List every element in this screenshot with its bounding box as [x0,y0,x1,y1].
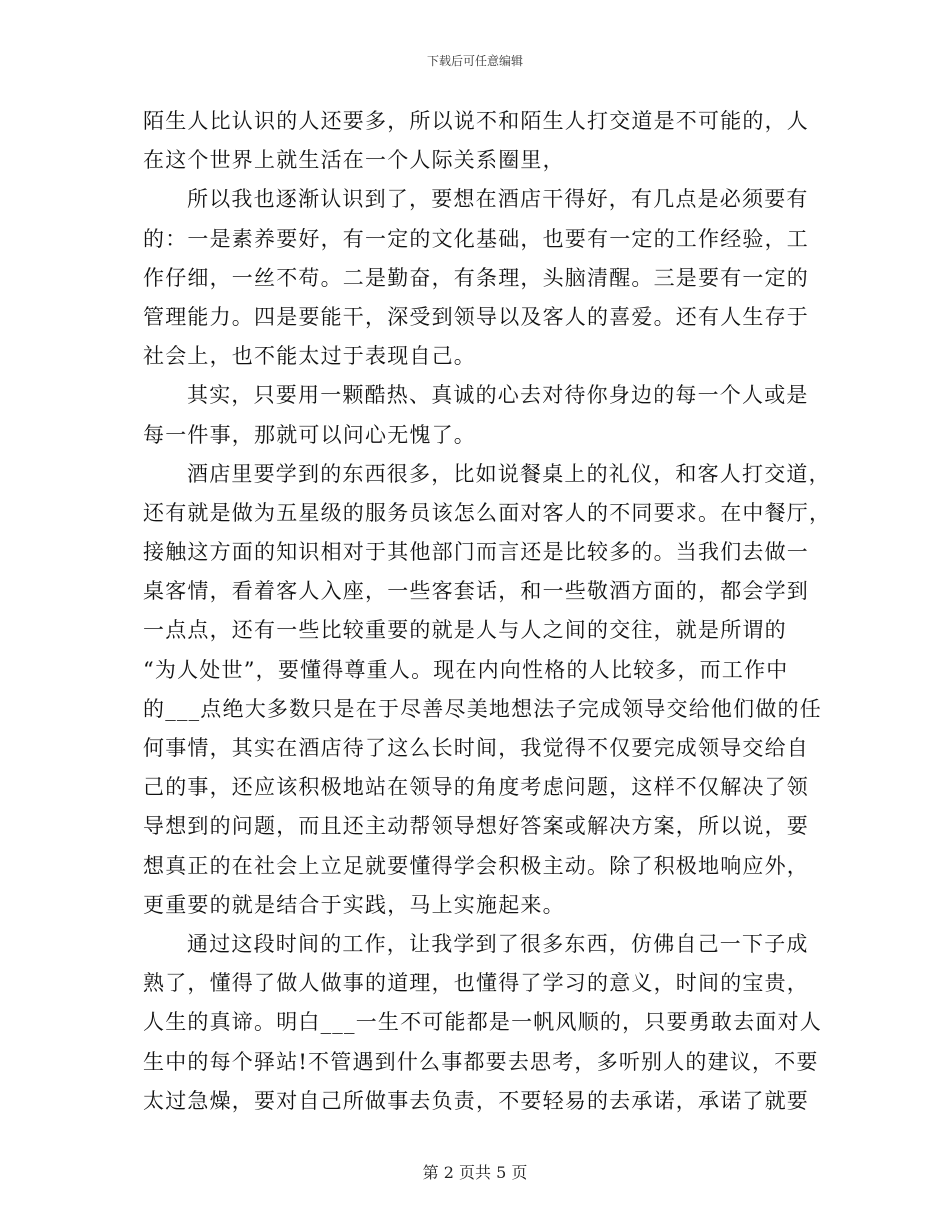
text-line: 所以我也逐渐认识到了，要想在酒店干得好，有几点是必须要有 [187,187,809,212]
text-line: 每一件事，那就可以问心无愧了。 [143,422,476,447]
text-line: 桌客情，看着客人入座，一些客套话，和一些敬酒方面的，都会学到 [143,579,809,604]
text-line: 其实，只要用一颗酷热、真诚的心去对待你身边的每一个人或是 [187,383,809,408]
text-line: “为人处世”，要懂得尊重人。现在内向性格的人比较多，而工作中 [143,657,789,682]
text-line: 作仔细，一丝不苟。二是勤奋，有条理，头脑清醒。三是要有一定的 [143,265,809,290]
text-line: 接触这方面的知识相对于其他部门而言还是比较多的。当我们去做一 [143,540,809,565]
text-line: 陌生人比认识的人还要多，所以说不和陌生人打交道是不可能的，人 [143,109,809,133]
text-line: 何事情，其实在酒店待了这么长时间，我觉得不仅要完成领导交给自 [143,736,809,760]
text-line: 在这个世界上就生活在一个人际关系圈里， [143,148,565,173]
text-line: 更重要的就是结合于实践，马上实施起来。 [143,892,565,917]
text-line: 太过急燥，要对自己所做事去负责，不要轻易的去承诺，承诺了就要 [143,1088,809,1113]
text-line: 的：一是素养要好，有一定的文化基础，也要有一定的工作经验，工 [143,226,809,251]
text-line: 还有就是做为五星级的服务员该怎么面对客人的不同要求。在中餐厅， [143,500,832,525]
document-body [143,102,832,1121]
text-line: 的___点绝大多数只是在于尽善尽美地想法子完成领导交给他们做的任 [143,696,822,721]
page-header: 下载后可任意编辑 [426,54,523,68]
text-line: 导想到的问题，而且还主动帮领导想好答案或解决方案，所以说，要 [143,814,809,839]
text-line: 管理能力。四是要能干，深受到领导以及客人的喜爱。还有人生存于 [143,304,809,329]
text-line: 通过这段时间的工作，让我学到了很多东西，仿佛自己一下子成 [187,931,809,956]
text-line: 想真正的在社会上立足就要懂得学会积极主动。除了积极地响应外， [143,853,809,878]
text-line: 己的事，还应该积极地站在领导的角度考虑问题，这样不仅解决了领 [143,775,809,800]
text-line: 一点点，还有一些比较重要的就是人与人之间的交往，就是所谓的 [143,618,787,643]
page-number: 第 2 页共 5 页 [422,1163,528,1182]
text-line: 熟了，懂得了做人做事的道理，也懂得了学习的意义，时间的宝贵， [143,971,809,996]
text-line: 酒店里要学到的东西很多，比如说餐桌上的礼仪，和客人打交道， [187,461,831,486]
text-line: 生中的每个驿站!不管遇到什么事都要去思考，多听别人的建议，不要 [143,1049,819,1074]
text-line: 人生的真谛。明白___一生不可能都是一帆风顺的，只要勇敢去面对人 [143,1010,822,1035]
text-line: 社会上，也不能太过于表现自己。 [143,344,476,369]
